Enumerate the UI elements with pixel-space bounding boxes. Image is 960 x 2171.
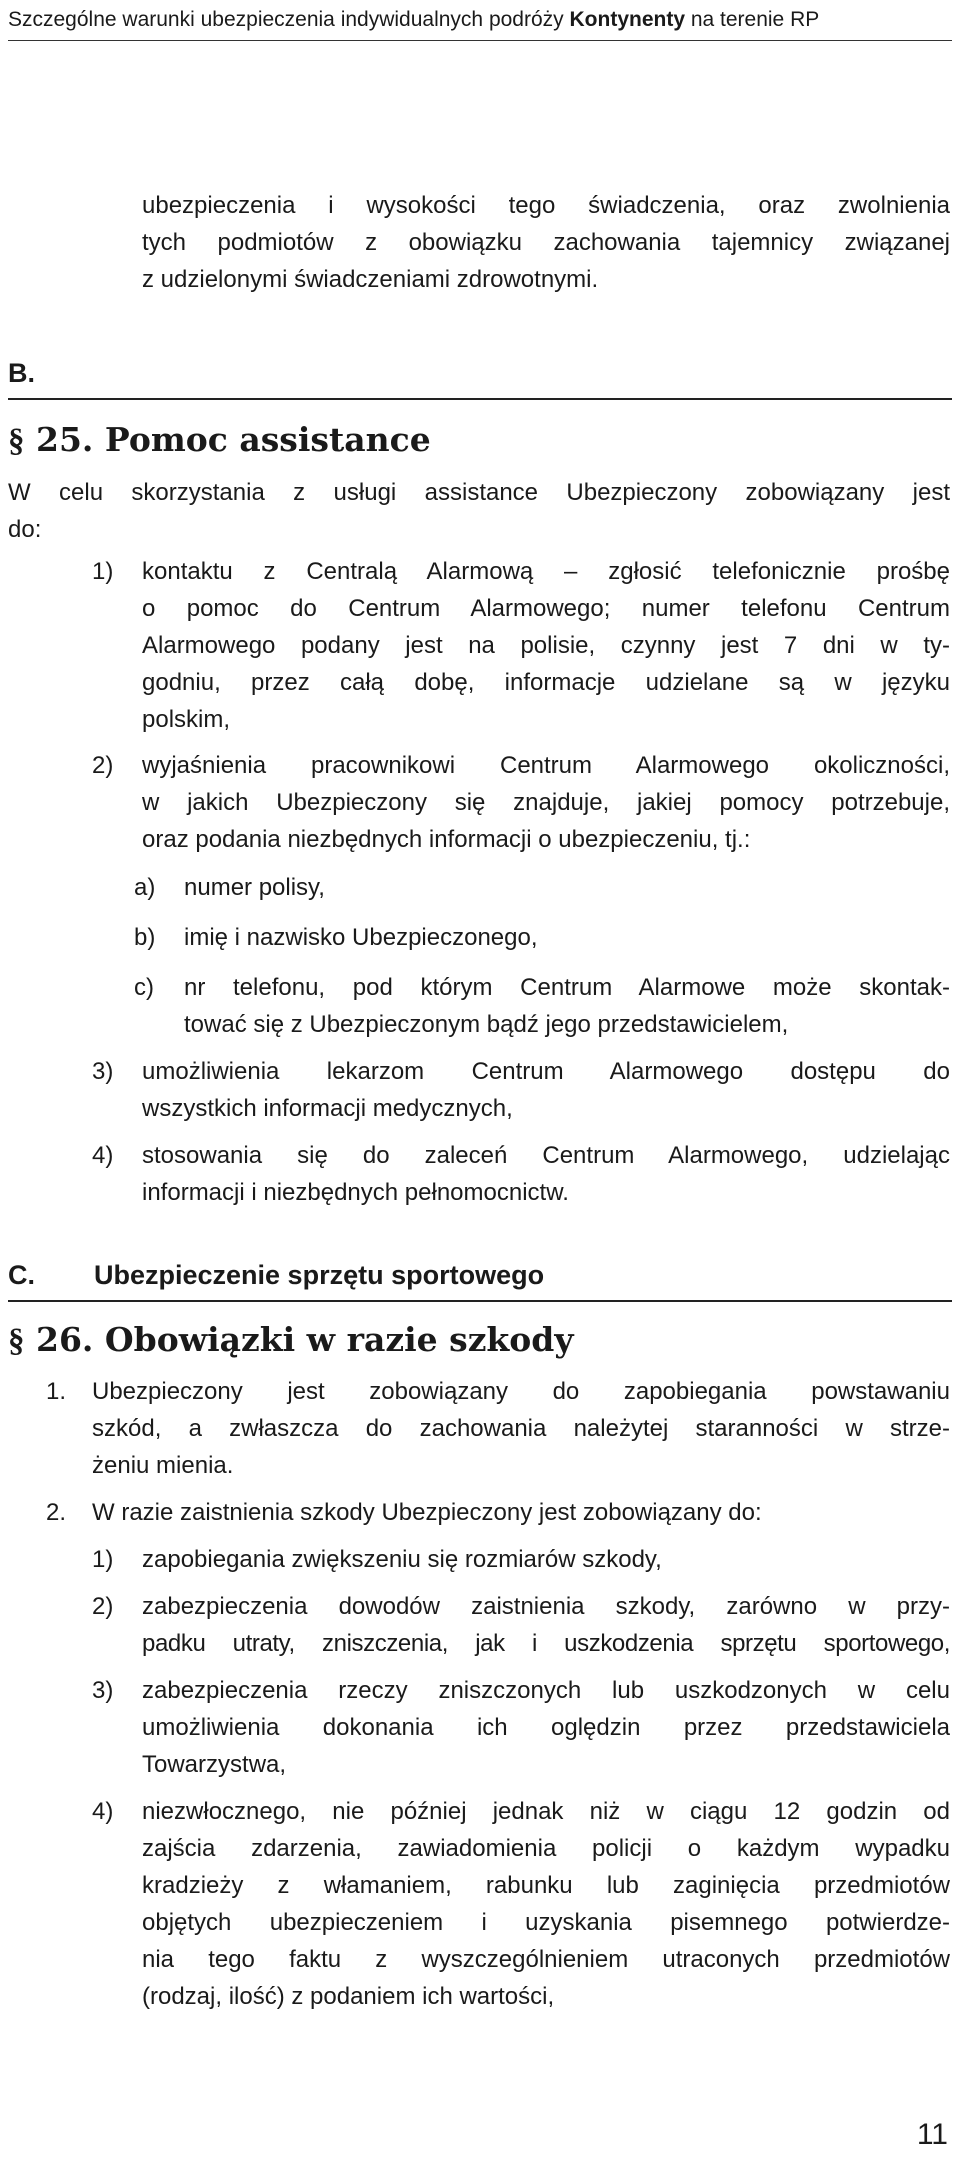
section-c-rule (8, 1300, 952, 1302)
c-item-3-line-3: Towarzystwa, (142, 1751, 287, 1778)
b-item-3-num: 3) (92, 1058, 114, 1085)
header-title-bold: Kontynenty (569, 8, 685, 31)
b-subitem-b-line-1: imię i nazwisko Ubezpieczonego, (184, 924, 538, 951)
section-title-26 (8, 1320, 574, 1360)
c-item-4-line-4: objętych ubezpieczeniem i uzyskania pisemnego potwierdze- (142, 1909, 950, 1936)
b-item-4-line-1: stosowania się do zaleceń Centrum Alarmowego, udzielając (142, 1142, 950, 1169)
header-title (8, 8, 819, 32)
section-letter-b: B. (8, 358, 35, 388)
section-title-25-text: 25. Pomoc assistance (36, 420, 431, 459)
c-item-3-line-2: umożliwienia dokonania ich oględzin przez przedstawiciela (142, 1714, 950, 1741)
c-item-4-line-5: nia tego faktu z wyszczególnieniem utraconych przedmiotów (142, 1946, 950, 1973)
section-c-heading (8, 1257, 545, 1294)
c-point-1-line-3: żeniu mienia. (92, 1452, 234, 1479)
b-item-2-line-2: w jakich Ubezpieczony się znajduje, jakiej pomocy potrzebuje, (142, 789, 950, 816)
b-item-4-line-2: informacji i niezbędnych pełnomocnictw. (142, 1179, 569, 1206)
b-intro-line-2: do: (8, 516, 42, 543)
b-subitem-a-line-1: numer polisy, (184, 874, 325, 901)
header-title-pre: Szczególne warunki ubezpieczenia indywidualnych podróży (8, 8, 570, 31)
b-subitem-b-letter: b) (134, 924, 156, 951)
section-title-26-text: 26. Obowiązki w razie szkody (36, 1320, 574, 1359)
c-item-2-line-1: zabezpieczenia dowodów zaistnienia szkody, zarówno w przy- (142, 1593, 950, 1620)
c-point-2-num: 2. (46, 1499, 67, 1526)
c-item-1-num: 1) (92, 1546, 114, 1573)
b-subitem-c-letter: c) (134, 974, 154, 1001)
b-item-3-line-1: umożliwienia lekarzom Centrum Alarmowego dostępu do (142, 1058, 950, 1085)
b-item-1-line-4: godniu, przez całą dobę, informacje udzielane są w języku (142, 669, 950, 696)
c-item-4-line-3: kradzieży z włamaniem, rabunku lub zaginięcia przedmiotów (142, 1872, 950, 1899)
section-c-title: Ubezpieczenie sprzętu sportowego (94, 1260, 545, 1290)
c-item-1-line-1: zapobiegania zwiększeniu się rozmiarów szkody, (142, 1546, 662, 1573)
page-number: 11 (916, 2118, 948, 2151)
b-intro-line-1: W celu skorzystania z usługi assistance Ubezpieczony zobowiązany jest (8, 479, 950, 506)
intro-line-1: ubezpieczenia i wysokości tego świadczenia, oraz zwolnienia (142, 192, 950, 219)
c-point-1-line-2: szkód, a zwłaszcza do zachowania należytej staranności w strze- (92, 1415, 950, 1442)
running-header (0, 0, 960, 44)
c-item-2-num: 2) (92, 1593, 114, 1620)
b-item-1-line-5: polskim, (142, 706, 231, 733)
c-point-1-line-1: Ubezpieczony jest zobowiązany do zapobiegania powstawaniu (92, 1378, 950, 1405)
intro-line-2: tych podmiotów z obowiązku zachowania tajemnicy związanej (142, 229, 950, 256)
b-item-1-line-1: kontaktu z Centralą Alarmową – zgłosić telefonicznie prośbę (142, 558, 950, 585)
b-item-1-line-2: o pomoc do Centrum Alarmowego; numer telefonu Centrum (142, 595, 950, 622)
b-subitem-a-letter: a) (134, 874, 156, 901)
paragraph-sign: § (8, 423, 25, 459)
c-point-2-line-1: W razie zaistnienia szkody Ubezpieczony jest zobowiązany do: (92, 1499, 762, 1526)
b-item-1-line-3: Alarmowego podany jest na polisie, czynny jest 7 dni w ty- (142, 632, 950, 659)
c-item-3-num: 3) (92, 1677, 114, 1704)
paragraph-sign: § (8, 1323, 25, 1359)
c-item-4-line-1: niezwłocznego, nie później jednak niż w ciągu 12 godzin od (142, 1798, 950, 1825)
section-title-25 (8, 420, 431, 460)
header-title-post: na terenie RP (685, 8, 820, 31)
b-item-4-num: 4) (92, 1142, 114, 1169)
c-item-4-num: 4) (92, 1798, 114, 1825)
c-item-3-line-1: zabezpieczenia rzeczy zniszczonych lub uszkodzonych w celu (142, 1677, 950, 1704)
section-letter-c: C. (8, 1260, 35, 1290)
b-subitem-c-line-1: nr telefonu, pod którym Centrum Alarmowe może skontak- (184, 974, 950, 1001)
b-subitem-c-line-2: tować się z Ubezpieczonym bądź jego przedstawicielem, (184, 1011, 789, 1038)
b-item-3-line-2: wszystkich informacji medycznych, (142, 1095, 513, 1122)
b-item-2-num: 2) (92, 752, 114, 779)
section-b-rule (8, 398, 952, 400)
b-item-1-num: 1) (92, 558, 114, 585)
b-item-2-line-1: wyjaśnienia pracownikowi Centrum Alarmowego okoliczności, (142, 752, 950, 779)
c-item-2-line-2: padku utraty, zniszczenia, jak i uszkodzenia sprzętu sportowego, (142, 1630, 950, 1657)
c-item-4-line-2: zajścia zdarzenia, zawiadomienia policji o każdym wypadku (142, 1835, 950, 1862)
header-rule (8, 40, 952, 41)
c-item-4-line-6: (rodzaj, ilość) z podaniem ich wartości, (142, 1983, 555, 2010)
b-item-2-line-3: oraz podania niezbędnych informacji o ubezpieczeniu, tj.: (142, 826, 751, 853)
intro-line-3: z udzielonymi świadczeniami zdrowotnymi. (142, 266, 599, 293)
c-point-1-num: 1. (46, 1378, 67, 1405)
